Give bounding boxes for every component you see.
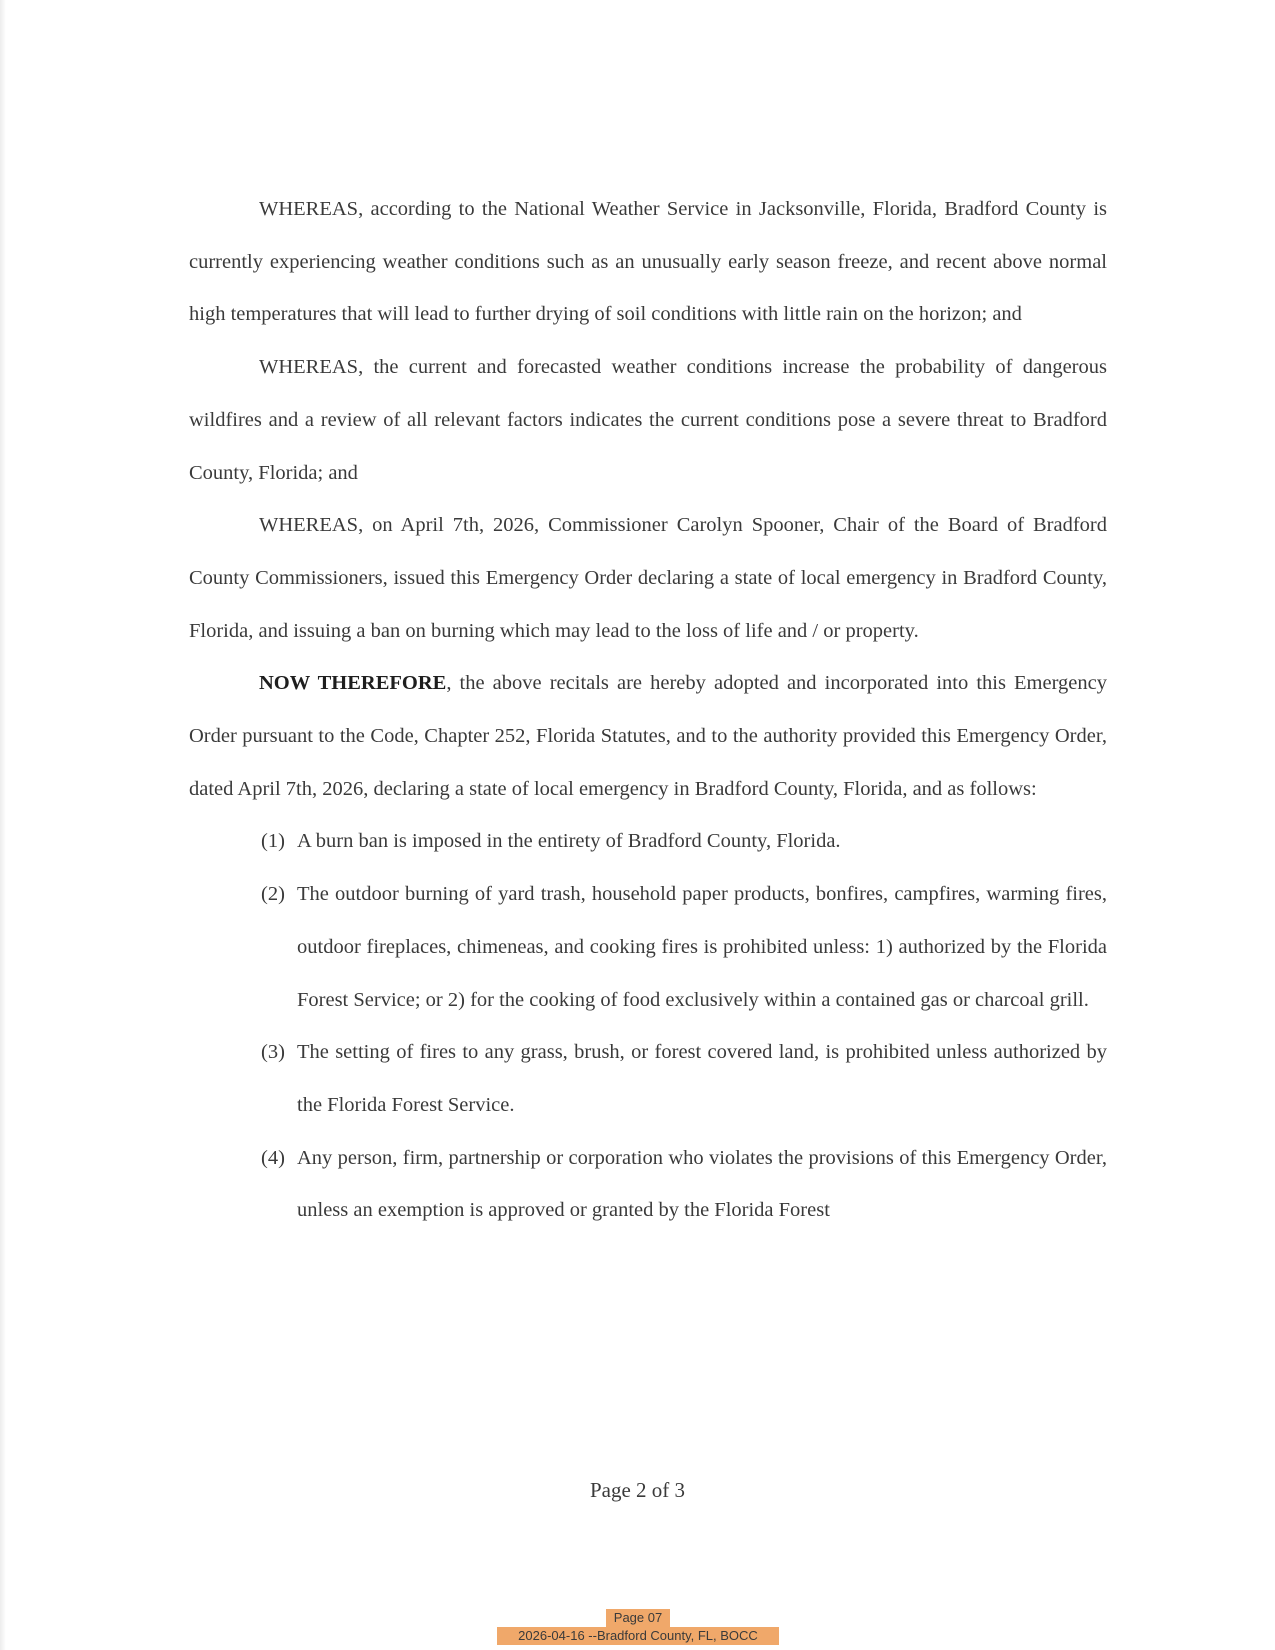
stamp-footer-label: 2026-04-16 --Bradford County, FL, BOCC [497, 1627, 779, 1645]
now-therefore-text: , the above recitals are hereby adopted and incorporated into this Emergency Order pursuant to the Code, Chapter 252, Florida Statutes, and to the authority provided this Emergency Order, dated April 7th, 2026, declaring a state of local emergency in Bradford County, Florida, and as follows: [189, 672, 1107, 800]
list-number-2: (2) [261, 883, 285, 906]
list-item-4 [189, 1132, 1107, 1237]
page-edge-shadow [0, 0, 6, 1650]
document-body [189, 183, 1107, 1237]
now-therefore-paragraph [189, 657, 1107, 815]
list-number-4: (4) [261, 1146, 285, 1169]
whereas-paragraph-3: WHEREAS, on April 7th, 2026, Commissioner Carolyn Spooner, Chair of the Board of Bradford County Commissioners, issued this Emergency Order declaring a state of local emergency in Bradford County, Florida, and issuing a ban on burning which may lead to the loss of life and / or property. [189, 514, 1107, 642]
list-number-3: (3) [261, 1041, 285, 1064]
list-item-2 [189, 868, 1107, 1026]
now-therefore-lead: NOW THEREFORE [259, 672, 447, 695]
list-text-2: The outdoor burning of yard trash, household paper products, bonfires, campfires, warming fires, outdoor fireplaces, chimeneas, and cooking fires is prohibited unless: 1) authorized by the Florida Forest Service; or 2) for the cooking of food exclusively within a contained gas or charcoal grill. [297, 883, 1107, 1011]
list-item-1 [189, 815, 1107, 868]
page-number: Page 2 of 3 [589, 1478, 686, 1502]
list-item-3 [189, 1026, 1107, 1131]
whereas-paragraph-2: WHEREAS, the current and forecasted weather conditions increase the probability of dangerous wildfires and a review of all relevant factors indicates the current conditions pose a severe threat to Bradford County, Florida; and [189, 356, 1107, 484]
list-number-1: (1) [261, 830, 285, 853]
list-text-1: A burn ban is imposed in the entirety of Bradford County, Florida. [297, 830, 841, 853]
stamp-page-label: Page 07 [606, 1609, 670, 1627]
whereas-paragraph-1: WHEREAS, according to the National Weather Service in Jacksonville, Florida, Bradford County is currently experiencing weather conditions such as an unusually early season freeze, and recent above normal high temperatures that will lead to further drying of soil conditions with little rain on the horizon; and [189, 198, 1107, 326]
list-text-4: Any person, firm, partnership or corporation who violates the provisions of this Emergency Order, unless an exemption is approved or granted by the Florida Forest [297, 1146, 1107, 1222]
list-text-3: The setting of fires to any grass, brush, or forest covered land, is prohibited unless authorized by the Florida Forest Service. [297, 1041, 1107, 1116]
